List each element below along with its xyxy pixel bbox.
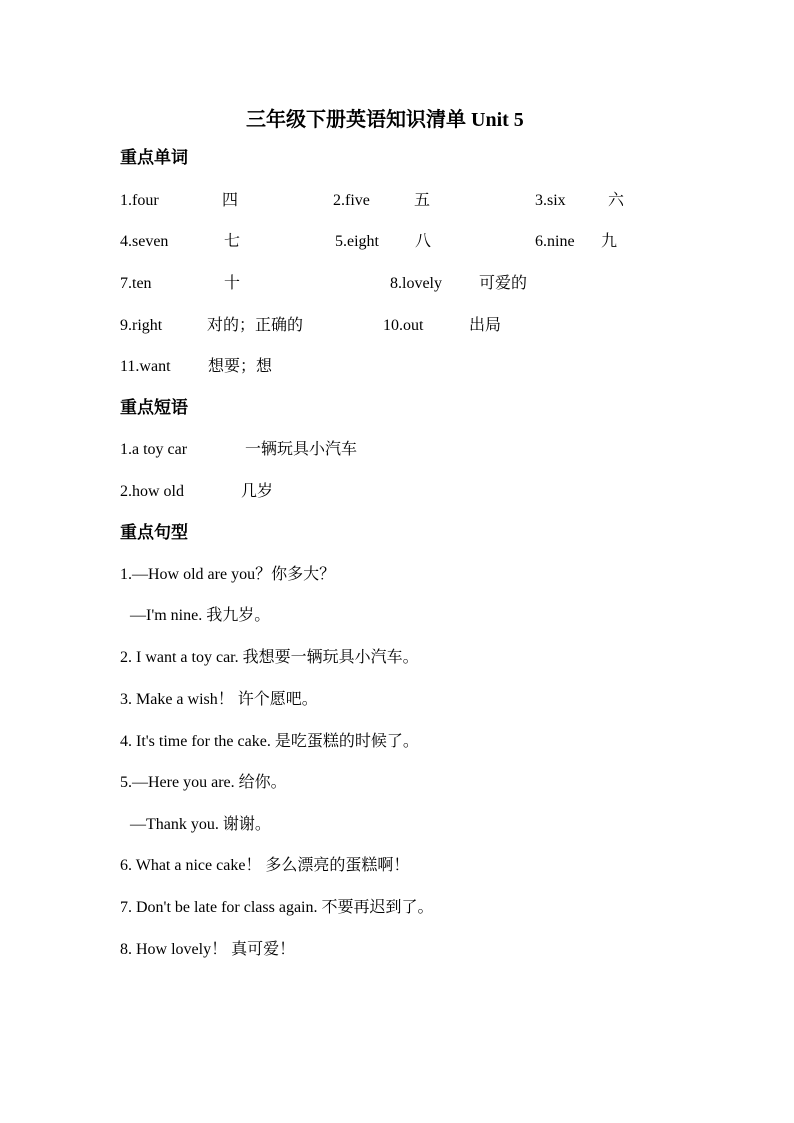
sentence-line: —Thank you. 谢谢。 bbox=[130, 816, 271, 833]
word-cn: 五 bbox=[414, 192, 431, 209]
word-en: 4.seven bbox=[120, 233, 169, 250]
word-cn: 八 bbox=[415, 233, 432, 250]
word-cn: 六 bbox=[608, 192, 625, 209]
section-heading-phrases: 重点短语 bbox=[120, 398, 188, 417]
sentence-line: 1.—How old are you？你多大？ bbox=[120, 566, 336, 583]
phrase-cn: 一辆玩具小汽车 bbox=[245, 441, 358, 458]
word-cn: 九 bbox=[601, 233, 618, 250]
word-cn: 七 bbox=[224, 233, 241, 250]
word-cn: 十 bbox=[224, 275, 241, 292]
sentence-line: 5.—Here you are. 给你。 bbox=[120, 774, 287, 791]
sentence-line: 3. Make a wish！ 许个愿吧。 bbox=[120, 691, 318, 708]
word-en: 6.nine bbox=[535, 233, 575, 250]
word-en: 1.four bbox=[120, 192, 159, 209]
page-title: 三年级下册英语知识清单 Unit 5 bbox=[246, 109, 524, 131]
word-en: 2.five bbox=[333, 192, 370, 209]
sentence-line: 6. What a nice cake！ 多么漂亮的蛋糕啊！ bbox=[120, 857, 410, 874]
word-en: 8.lovely bbox=[390, 275, 442, 292]
word-cn: 对的；正确的 bbox=[207, 317, 304, 334]
sentence-line: 7. Don't be late for class again. 不要再迟到了。 bbox=[120, 899, 434, 916]
word-cn: 出局 bbox=[469, 317, 502, 334]
sentence-line: —I'm nine. 我九岁。 bbox=[130, 607, 271, 624]
word-en: 10.out bbox=[383, 317, 424, 334]
word-en: 11.want bbox=[120, 358, 171, 375]
sentence-line: 2. I want a toy car. 我想要一辆玩具小汽车。 bbox=[120, 649, 419, 666]
word-cn: 四 bbox=[222, 192, 239, 209]
phrase-cn: 几岁 bbox=[241, 483, 274, 500]
word-en: 7.ten bbox=[120, 275, 152, 292]
word-en: 9.right bbox=[120, 317, 163, 334]
phrase-en: 1.a toy car bbox=[120, 441, 188, 458]
section-heading-words: 重点单词 bbox=[120, 148, 188, 167]
sentence-line: 8. How lovely！ 真可爱！ bbox=[120, 941, 296, 958]
section-heading-sentences: 重点句型 bbox=[120, 523, 188, 542]
word-cn: 想要；想 bbox=[208, 358, 273, 375]
word-en: 5.eight bbox=[335, 233, 379, 250]
phrase-en: 2.how old bbox=[120, 483, 184, 500]
sentence-line: 4. It's time for the cake. 是吃蛋糕的时候了。 bbox=[120, 733, 419, 750]
word-cn: 可爱的 bbox=[479, 275, 528, 292]
word-en: 3.six bbox=[535, 192, 566, 209]
